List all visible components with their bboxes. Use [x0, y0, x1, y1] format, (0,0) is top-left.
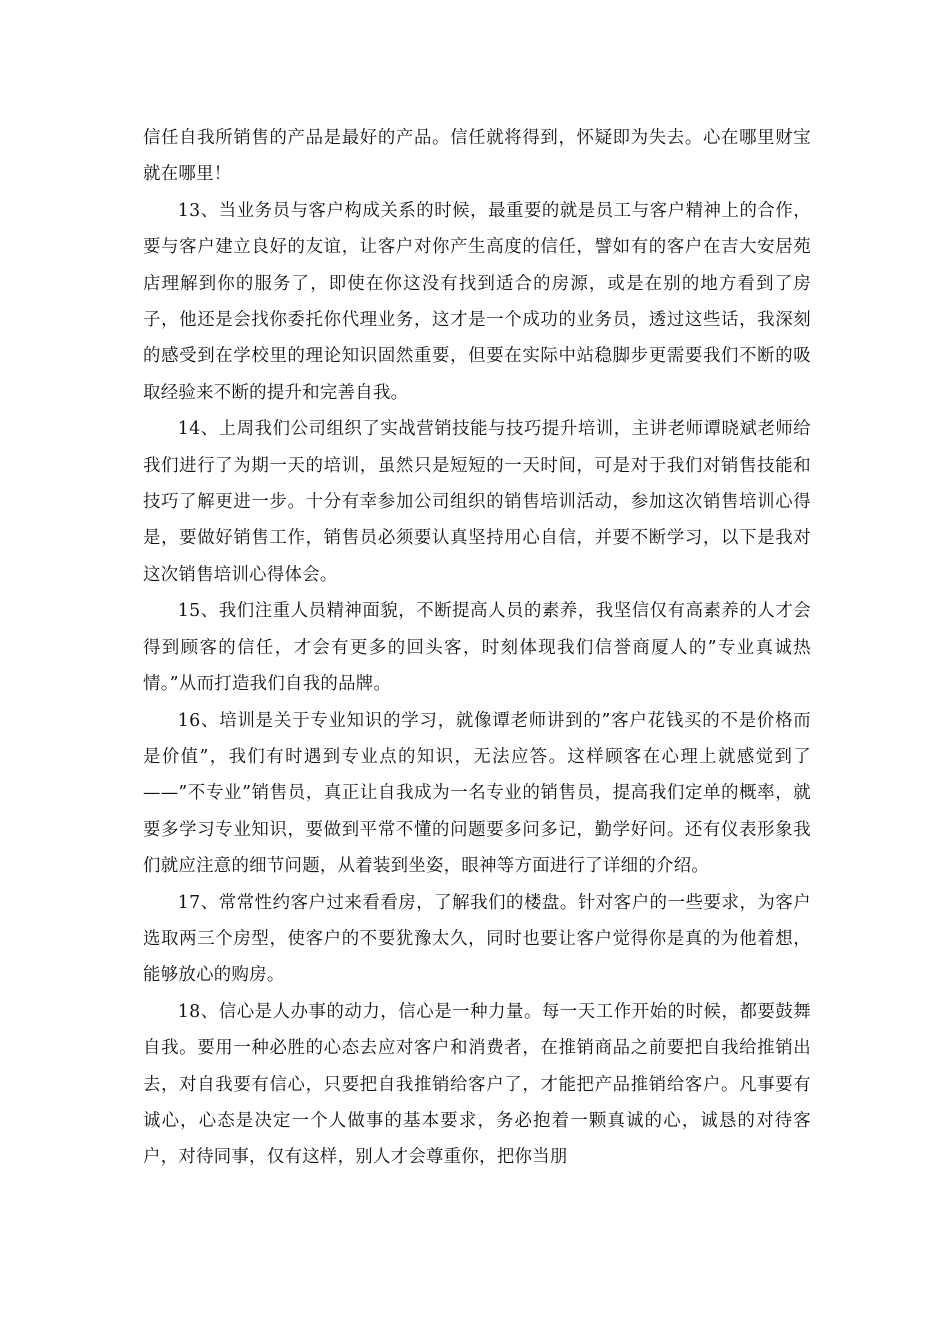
paragraph-continuation: 信任自我所销售的产品是最好的产品。信任就将得到，怀疑即为失去。心在哪里财宝就在哪里！ — [143, 128, 811, 185]
paragraph-13: 13、当业务员与客户构成关系的时候，最重要的就是员工与客户精神上的合作，要与客户建立良好的友谊，让客户对你产生高度的信任，譬如有的客户在吉大安居苑店理解到你的服务了，即使在你这没有找到适合的房源，或是在别的地方看到了房子，他还是会找你委托你代理业务，这才是一个成功的业务员，透过这些话，我深刻的感受到在学校里的理论知识固然重要，但要在实际中站稳脚步更需要我们不断的吸取经验来不断的提升和完善自我。 — [143, 200, 811, 403]
paragraph-18: 18、信心是人办事的动力，信心是一种力量。每一天工作开始的时候，都要鼓舞自我。要用一种必胜的心态去应对客户和消费者，在推销商品之前要把自我给推销出去，对自我要有信心，只要把自我推销给客户了，才能把产品推销给客户。凡事要有诚心，心态是决定一个人做事的基本要求，务必抱着一颗真诚的心，诚恳的对待客户，对待同事，仅有这样，别人才会尊重你，把你当朋 — [143, 1001, 811, 1168]
paragraph-16: 16、培训是关于专业知识的学习，就像谭老师讲到的”客户花钱买的不是价格而是价值”，我们有时遇到专业点的知识，无法应答。这样顾客在心理上就感觉到了——”不专业”销售员，真正让自我成为一名专业的销售员，提高我们定单的概率，就要多学习专业知识，要做到平常不懂的问题要多问多记，勤学好问。还有仪表形象我们就应注意的细节问题，从着装到坐姿，眼神等方面进行了详细的介绍。 — [143, 710, 811, 877]
document-body — [143, 120, 811, 1176]
paragraph-17: 17、常常性约客户过来看看房，了解我们的楼盘。针对客户的一些要求，为客户选取两三个房型，使客户的不要犹豫太久，同时也要让客户觉得你是真的为他着想，能够放心的购房。 — [143, 892, 811, 986]
paragraph-15: 15、我们注重人员精神面貌，不断提高人员的素养，我坚信仅有高素养的人才会得到顾客的信任，才会有更多的回头客，时刻体现我们信誉商厦人的”专业真诚热情。”从而打造我们自我的品牌。 — [143, 601, 811, 695]
paragraph-14: 14、上周我们公司组织了实战营销技能与技巧提升培训，主讲老师谭晓斌老师给我们进行了为期一天的培训，虽然只是短短的一天时间，可是对于我们对销售技能和技巧了解更进一步。十分有幸参加公司组织的销售培训活动，参加这次销售培训心得是，要做好销售工作，销售员必须要认真坚持用心自信，并要不断学习，以下是我对这次销售培训心得体会。 — [143, 419, 811, 585]
